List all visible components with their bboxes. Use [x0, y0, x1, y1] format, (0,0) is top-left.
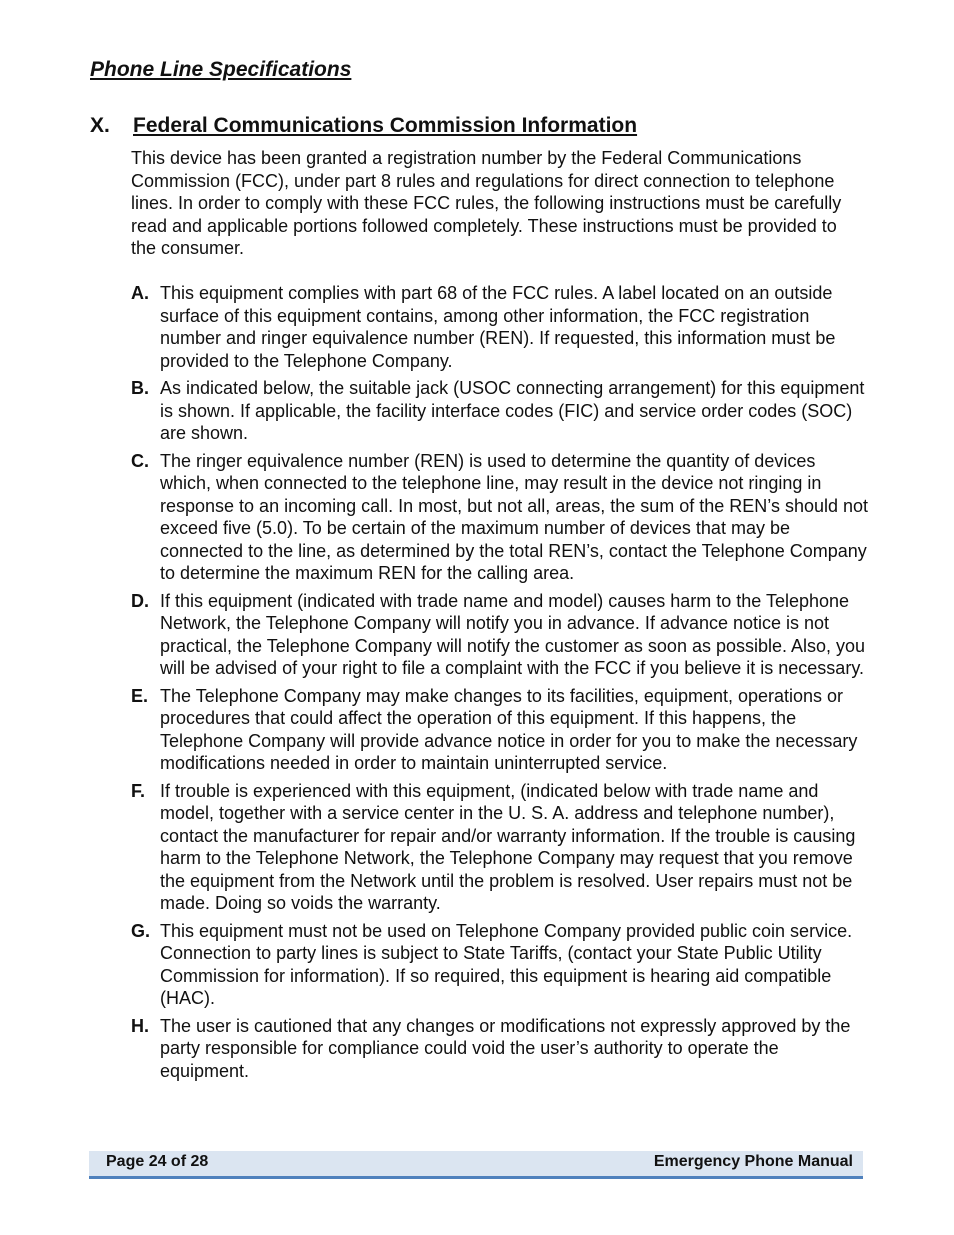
fcc-item-a: [131, 282, 871, 372]
item-letter: A.: [131, 283, 149, 303]
item-text: This equipment must not be used on Telephone Company provided public coin service. Connection to party lines is subject to State Tariffs, (contact your State Public Utility Commission for information). If so required, this equipment is hearing aid compatible (HAC).: [160, 920, 853, 1008]
fcc-heading: [90, 113, 637, 139]
page-number: Page 24 of 28: [106, 1153, 209, 1170]
item-letter: E.: [131, 685, 149, 706]
item-letter: B.: [131, 378, 149, 398]
fcc-item-list: [131, 282, 871, 1087]
item-text: The ringer equivalence number (REN) is used to determine the quantity of devices which, when connected to the telephone line, may result in the device not ringing in response to an incoming call. In most, but not all, areas, the sum of the REN’s should not exceed five (5.0). To be certain of the maximum number of devices that may be connected to the line, as determined by the total REN’s, contact the Telephone Company to determine the maximum REN for the calling area.: [160, 450, 869, 583]
heading-number: X.: [90, 114, 110, 137]
fcc-item-d: [131, 590, 871, 680]
item-letter: D.: [131, 590, 149, 611]
item-letter: G.: [131, 920, 151, 941]
fcc-item-h: [131, 1015, 871, 1083]
heading-text: Federal Communications Commission Information: [133, 114, 638, 137]
item-text: The Telephone Company may make changes to its facilities, equipment, operations or procedures that could affect the operation of this equipment. If this happens, the Telephone Company will provide advance notice in order for you to make the necessary modifications needed in order to maintain uninterrupted service.: [160, 685, 858, 773]
fcc-item-f: [131, 780, 871, 915]
item-text: If trouble is experienced with this equipment, (indicated below with trade name and model, together with a service center in the U. S. A. address and telephone number), contact the manufacturer for repair and/or warranty information. If the trouble is causing harm to the Telephone Network, the Telephone Company may request that you remove the equipment from the Network until the problem is resolved. User repairs must not be made. Doing so voids the warranty.: [160, 780, 856, 913]
fcc-item-g: [131, 920, 871, 1010]
item-text: This equipment complies with part 68 of the FCC rules. A label located on an outside surface of this equipment contains, among other information, the FCC registration number and ringer equivalence number (REN). If requested, this information must be provided to the Telephone Company.: [160, 283, 836, 371]
section-title: Phone Line Specifications: [90, 58, 352, 81]
page-footer: [89, 1151, 863, 1179]
fcc-item-b: [131, 377, 871, 445]
item-text: If this equipment (indicated with trade name and model) causes harm to the Telephone Network, the Telephone Company will notify you in advance. If advance notice is not practical, the Telephone Company will notify the customer as soon as possible. Also, you will be advised of your right to file a complaint with the FCC if you believe it is necessary.: [160, 590, 866, 678]
fcc-item-e: [131, 685, 871, 775]
item-text: The user is cautioned that any changes or modifications not expressly approved by the party responsible for compliance could void the user’s authority to operate the equipment.: [160, 1015, 851, 1081]
intro-paragraph: This device has been granted a registration number by the Federal Communications Commission (FCC), under part 8 rules and regulations for direct connection to telephone lines. In order to comply with these FCC rules, the following instructions must be carefully read and applicable portions followed completely. These instructions must be provided to the consumer.: [131, 148, 842, 258]
item-text: As indicated below, the suitable jack (USOC connecting arrangement) for this equipment is shown. If applicable, the facility interface codes (FIC) and service order codes (SOC) are shown.: [160, 378, 865, 443]
item-letter: H.: [131, 1015, 149, 1036]
document-title: Emergency Phone Manual: [653, 1153, 853, 1170]
item-letter: C.: [131, 450, 149, 471]
item-letter: F.: [131, 780, 146, 801]
fcc-item-c: [131, 450, 871, 585]
